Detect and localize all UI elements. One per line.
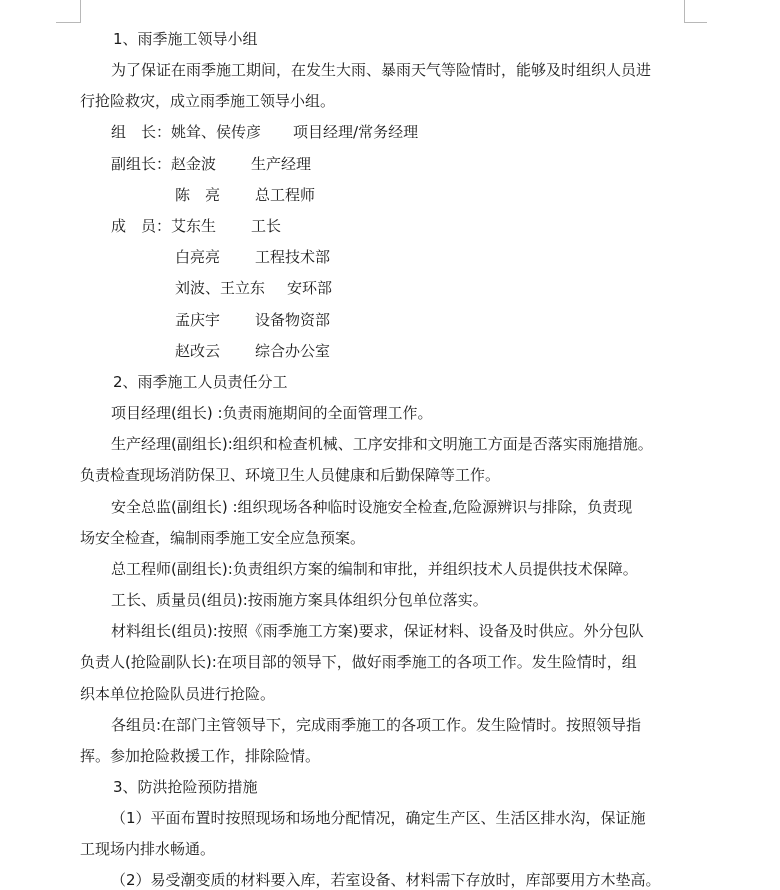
member-title: 工长 [251,217,282,235]
member-title: 综合办公室 [255,342,331,360]
member-title: 总工程师 [255,186,316,204]
member-title: 安环部 [287,279,333,297]
paragraph-line: 生产经理(副组长):组织和检查机械、工序安排和文明施工方面是否落实雨施措施。 [111,435,653,453]
paragraph-line: 挥。参加抢险救援工作，排除险情。 [80,747,321,765]
paragraph-line: 负责检查现场消防保卫、环境卫生人员健康和后勤保障等工作。 [80,466,501,484]
leader-row [111,122,418,142]
member-row [175,247,330,267]
paragraph-line: 材料组长(组员):按照《雨季施工方案)要求，保证材料、设备及时供应。外分包队 [111,622,644,640]
page-corner-mark-right [684,0,707,23]
paragraph-line: 工长、质量员(组员):按雨施方案具体组织分包单位落实。 [111,591,488,609]
paragraph-line: （2）易受潮变质的材料要入库，若室设备、材料需下存放时，库部要用方木垫高。 [111,871,661,889]
member-name: 陈 亮 [175,186,221,204]
role-label: 组 长： [111,123,172,141]
deputy-row [175,185,315,205]
member-title: 工程技术部 [255,248,331,266]
member-name: 艾东生 [171,217,217,235]
paragraph-line: 为了保证在雨季施工期间，在发生大雨、暴雨天气等险情时，能够及时组织人员进 [111,61,652,79]
role-label: 副组长： [111,155,172,173]
member-name: 姚耸、侯传彦 [171,123,262,141]
member-name: 赵改云 [175,342,221,360]
paragraph-line: 织本单位抢险队员进行抢险。 [80,685,276,703]
paragraph-line: 负责人(抢险副队长):在项目部的领导下，做好雨季施工的各项工作。发生险情时，组 [80,653,637,671]
paragraph-line: 场安全检查，编制雨季施工安全应急预案。 [80,529,366,547]
deputy-row [111,154,311,174]
member-name: 刘波、王立东 [175,279,266,297]
role-label: 成 员： [111,217,172,235]
paragraph-line: （1）平面布置时按照现场和场地分配情况，确定生产区、生活区排水沟，保证施 [111,809,646,827]
member-name: 白亮亮 [175,248,221,266]
member-row [175,310,330,330]
member-row [111,216,281,236]
member-title: 设备物资部 [255,311,331,329]
member-name: 赵金波 [171,155,217,173]
paragraph-line: 行抢险救灾，成立雨季施工领导小组。 [80,92,336,110]
paragraph-line: 各组员:在部门主管领导下，完成雨季施工的各项工作。发生险情时。按照领导指 [111,716,642,734]
paragraph-line: 项目经理(组长) :负责雨施期间的全面管理工作。 [111,404,433,422]
member-title: 项目经理/常务经理 [293,123,419,141]
paragraph-line: 总工程师(副组长):负责组织方案的编制和审批，并组织技术人员提供技术保障。 [111,560,638,578]
member-row [175,278,332,298]
section-2-heading: 2、雨季施工人员责任分工 [113,373,288,391]
section-3-heading: 3、防洪抢险预防措施 [113,778,258,796]
page-corner-mark-left [56,0,81,23]
member-row [175,341,330,361]
paragraph-line: 安全总监(副组长) :组织现场各种临时设施安全检查,危险源辨识与排除，负责现 [111,498,633,516]
member-title: 生产经理 [251,155,312,173]
member-name: 孟庆宇 [175,311,221,329]
paragraph-line: 工现场内排水畅通。 [80,840,216,858]
section-1-heading: 1、雨季施工领导小组 [113,30,258,48]
